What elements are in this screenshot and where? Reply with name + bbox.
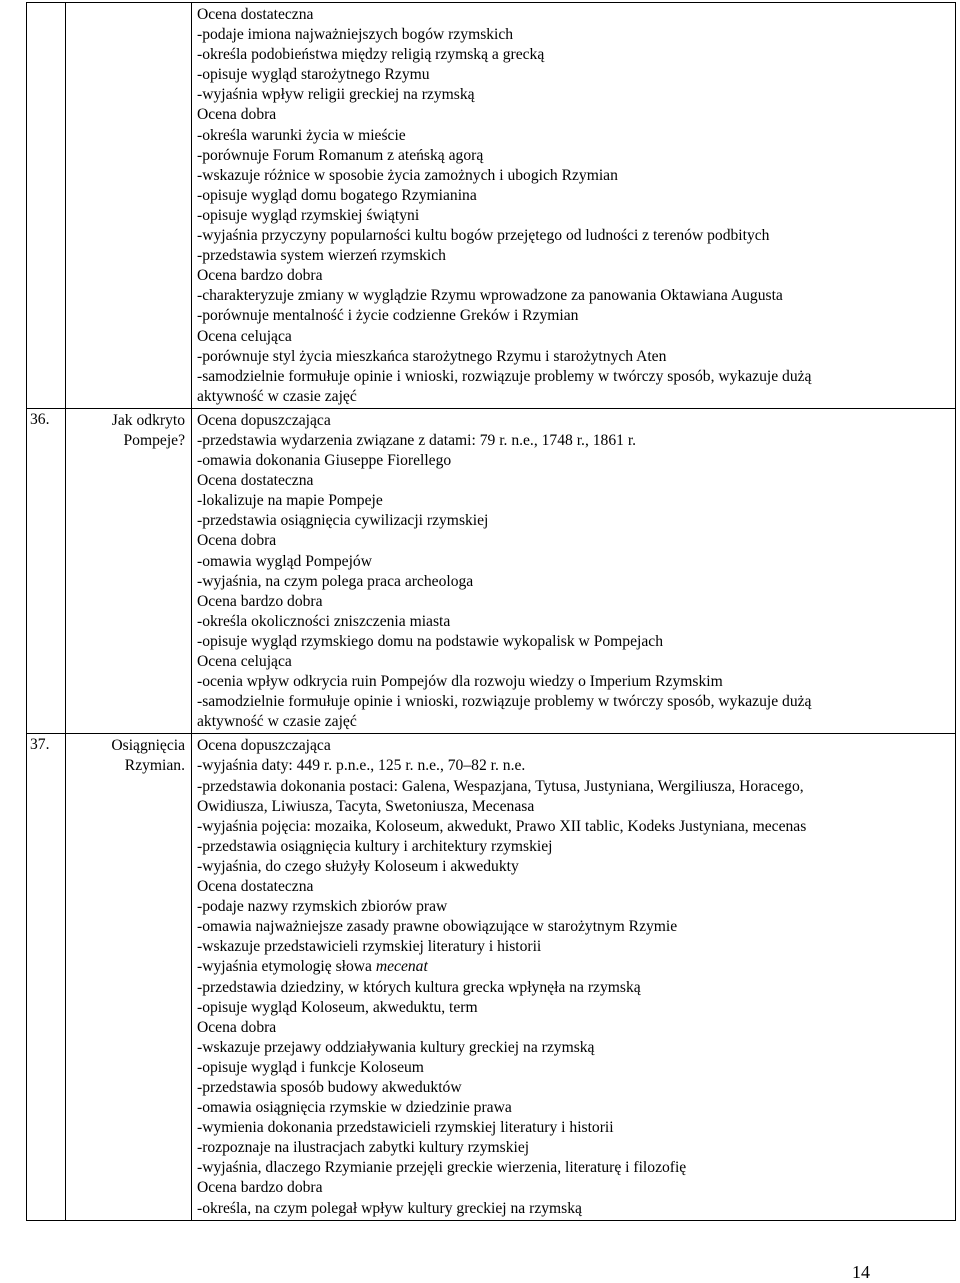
requirement-item: -samodzielnie formułuje opinie i wnioski, rozwiązuje problemy w twórczy sposób, wykazuje dużą — [197, 693, 812, 711]
grade-heading: Ocena celująca — [197, 653, 292, 670]
requirement-item: -przedstawia wydarzenia związane z datami: 79 r. n.e., 1748 r., 1861 r. — [197, 431, 637, 449]
requirement-item: -lokalizuje na mapie Pompeje — [197, 492, 383, 510]
grade-heading: Ocena dopuszczająca — [197, 737, 331, 755]
grade-heading: Ocena dostateczna — [197, 6, 314, 23]
lesson-topic — [112, 411, 185, 451]
requirement-item: -opisuje wygląd starożytnego Rzymu — [197, 66, 430, 84]
lesson-topic-line: Rzymian. — [124, 757, 185, 775]
grade-heading: Ocena dobra — [197, 106, 277, 124]
requirement-item: -przedstawia osiągnięcia cywilizacji rzymskiej — [197, 512, 489, 530]
requirement-item: -określa, na czym polegał wpływ kultury greckiej na rzymską — [197, 1199, 582, 1217]
requirement-item: aktywność w czasie zajęć — [197, 387, 357, 405]
requirement-item: -wyjaśnia, dlaczego Rzymianie przejęli greckie wierzenia, literaturę i filozofię — [197, 1159, 687, 1177]
grade-heading: Ocena dostateczna — [197, 472, 314, 490]
requirements-cell — [192, 408, 956, 734]
requirement-item: -samodzielnie formułuje opinie i wnioski, rozwiązuje problemy w twórczy sposób, wykazuje dużą — [197, 367, 812, 385]
lesson-number-cell — [27, 734, 66, 1220]
requirement-item: -opisuje wygląd rzymskiego domu na podstawie wykopalisk w Pompejach — [197, 632, 664, 650]
requirement-item: -wyjaśnia wpływ religii greckiej na rzymską — [197, 86, 475, 104]
requirement-item: -przedstawia osiągnięcia kultury i architektury rzymskiej — [197, 837, 553, 855]
requirement-item: -wyjaśnia, na czym polega praca archeologa — [197, 572, 474, 590]
requirement-item: -wyjaśnia daty: 449 r. p.n.e., 125 r. n.e., 70–82 r. n.e. — [197, 757, 526, 775]
requirement-item: -rozpoznaje na ilustracjach zabytki kultury rzymskiej — [197, 1139, 530, 1157]
table-row — [27, 408, 956, 734]
requirement-item: -charakteryzuje zmiany w wyglądzie Rzymu wprowadzone za panowania Oktawiana Augusta — [197, 287, 783, 305]
requirement-item: -przedstawia sposób budowy akweduktów — [197, 1078, 462, 1096]
requirement-item: -wyjaśnia przyczyny popularności kultu bogów przejętego od ludności z terenów podbitych — [197, 227, 770, 245]
requirement-item: -omawia wygląd Pompejów — [197, 552, 372, 570]
requirement-item: -opisuje wygląd Koloseum, akweduktu, term — [197, 998, 478, 1016]
lesson-topic-cell — [66, 408, 192, 734]
lesson-topic-line: Jak odkryto — [111, 411, 185, 429]
requirement-item: -określa podobieństwa między religią rzymską a grecką — [197, 46, 545, 64]
requirement-item: -opisuje wygląd domu bogatego Rzymianina — [197, 186, 477, 204]
requirement-item: -wskazuje przejawy oddziaływania kultury greckiej na rzymską — [197, 1038, 595, 1056]
requirement-item: -wskazuje różnice w sposobie życia zamożnych i ubogich Rzymian — [197, 166, 618, 184]
grade-heading: Ocena dostateczna — [197, 878, 314, 896]
grade-heading: Ocena dobra — [197, 532, 277, 550]
requirement-item: -wyjaśnia pojęcia: mozaika, Koloseum, akwedukt, Prawo XII tablic, Kodeks Justyniana, mecenas — [197, 817, 807, 835]
lesson-topic-line: Pompeje? — [123, 431, 185, 449]
requirements-cell — [192, 734, 956, 1220]
lesson-number: 36. — [30, 410, 50, 428]
requirement-item: -opisuje wygląd i funkcje Koloseum — [197, 1058, 424, 1076]
requirement-item: -wskazuje przedstawicieli rzymskiej literatury i historii — [197, 938, 542, 956]
requirement-item: -przedstawia dokonania postaci: Galena, Wespazjana, Tytusa, Justyniana, Wergiliusza, Horacego, — [197, 777, 804, 795]
requirement-item: -wyjaśnia, do czego służyły Koloseum i akwedukty — [197, 857, 519, 875]
requirement-item: -podaje nazwy rzymskich zbiorów praw — [197, 898, 448, 916]
requirement-item: -porównuje styl życia mieszkańca starożytnego Rzymu i starożytnych Aten — [197, 347, 667, 365]
table-row — [27, 3, 956, 409]
requirement-item: -określa okoliczności zniszczenia miasta — [197, 612, 451, 630]
requirement-item: -opisuje wygląd rzymskiej świątyni — [197, 206, 420, 224]
lesson-number-cell — [27, 3, 66, 409]
requirement-item: -określa warunki życia w mieście — [197, 126, 406, 144]
requirement-item: -przedstawia dziedziny, w których kultura grecka wpłynęła na rzymską — [197, 978, 641, 996]
requirement-item: -przedstawia system wierzeń rzymskich — [197, 247, 446, 265]
requirement-item: -podaje imiona najważniejszych bogów rzymskich — [197, 26, 514, 44]
grade-heading: Ocena celująca — [197, 327, 292, 345]
lesson-number: 37. — [30, 736, 50, 754]
grade-heading: Ocena dobra — [197, 1018, 277, 1036]
requirement-item: -omawia najważniejsze zasady prawne obowiązujące w starożytnym Rzymie — [197, 918, 678, 936]
lesson-topic-line: Osiągnięcia — [111, 737, 185, 755]
requirement-item: -omawia dokonania Giuseppe Fiorellego — [197, 452, 452, 470]
lesson-topic-cell — [66, 734, 192, 1220]
table-row — [27, 734, 956, 1220]
lesson-number-cell — [27, 408, 66, 734]
requirement-item: -wyjaśnia etymologię słowa mecenat — [197, 958, 428, 976]
requirement-item: -ocenia wpływ odkrycia ruin Pompejów dla rozwoju wiedzy o Imperium Rzymskim — [197, 673, 723, 691]
lesson-topic — [111, 736, 185, 776]
requirement-item: aktywność w czasie zajęć — [197, 713, 357, 731]
requirement-item: -porównuje Forum Romanum z ateńską agorą — [197, 146, 484, 164]
lesson-topic-cell — [66, 3, 192, 409]
grade-heading: Ocena dopuszczająca — [197, 411, 331, 429]
requirement-item: -omawia osiągnięcia rzymskie w dziedzinie prawa — [197, 1099, 512, 1117]
grade-heading: Ocena bardzo dobra — [197, 267, 323, 285]
grade-heading: Ocena bardzo dobra — [197, 592, 323, 610]
requirement-item: -porównuje mentalność i życie codzienne Greków i Rzymian — [197, 307, 579, 325]
requirement-item: -wymienia dokonania przedstawicieli rzymskiej literatury i historii — [197, 1119, 614, 1137]
grade-heading: Ocena bardzo dobra — [197, 1179, 323, 1197]
requirements-cell — [192, 3, 956, 409]
curriculum-table — [26, 2, 956, 1221]
page-number: 14 — [852, 1262, 870, 1282]
requirement-item: Owidiusza, Liwiusza, Tacyta, Swetoniusza, Mecenasa — [197, 797, 535, 815]
